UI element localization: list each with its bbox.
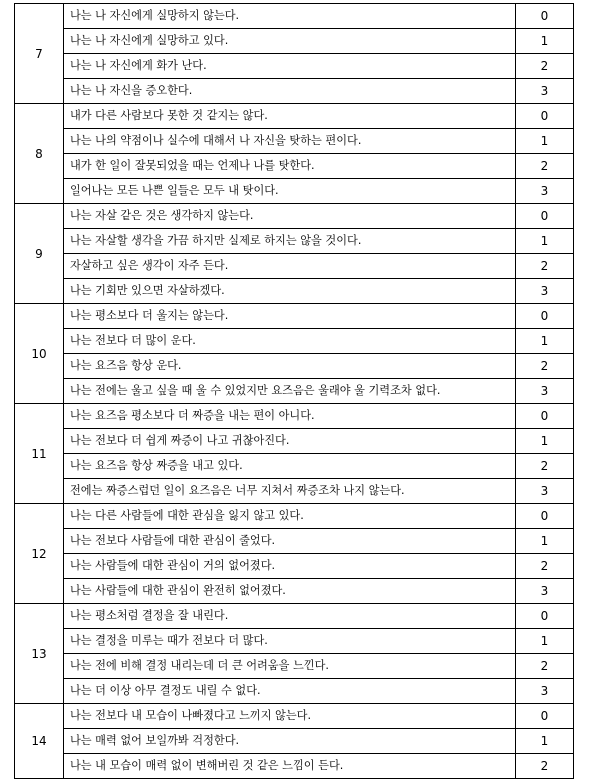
option-text: 나는 전에는 울고 싶을 때 울 수 있었지만 요즈음은 울래야 울 기력조차 없다. xyxy=(64,379,516,404)
option-score: 2 xyxy=(516,454,574,479)
option-score: 3 xyxy=(516,179,574,204)
option-score: 0 xyxy=(516,504,574,529)
table-row xyxy=(15,104,574,129)
option-score: 0 xyxy=(516,204,574,229)
questionnaire-body xyxy=(15,4,574,779)
option-score: 0 xyxy=(516,104,574,129)
option-text: 나는 더 이상 아무 결정도 내릴 수 없다. xyxy=(64,679,516,704)
questionnaire-table xyxy=(14,3,574,779)
table-row xyxy=(15,4,574,29)
table-row xyxy=(15,554,574,579)
option-score: 2 xyxy=(516,754,574,779)
option-text: 나는 요즈음 평소보다 더 짜증을 내는 편이 아니다. xyxy=(64,404,516,429)
option-score: 0 xyxy=(516,704,574,729)
option-score: 3 xyxy=(516,479,574,504)
table-row xyxy=(15,304,574,329)
option-text: 나는 나 자신에게 화가 난다. xyxy=(64,54,516,79)
option-score: 1 xyxy=(516,429,574,454)
option-text: 전에는 짜증스럽던 일이 요즈음은 너무 지쳐서 짜증조차 나지 않는다. xyxy=(64,479,516,504)
item-number: 8 xyxy=(15,104,64,204)
option-score: 2 xyxy=(516,654,574,679)
option-text: 나는 자살할 생각을 가끔 하지만 실제로 하지는 않을 것이다. xyxy=(64,229,516,254)
table-row xyxy=(15,529,574,554)
option-text: 내가 한 일이 잘못되었을 때는 언제나 나를 탓한다. xyxy=(64,154,516,179)
option-text: 나는 나 자신을 증오한다. xyxy=(64,79,516,104)
option-score: 1 xyxy=(516,629,574,654)
option-score: 3 xyxy=(516,379,574,404)
table-row xyxy=(15,604,574,629)
option-text: 나는 결정을 미루는 때가 전보다 더 많다. xyxy=(64,629,516,654)
option-score: 1 xyxy=(516,129,574,154)
option-score: 3 xyxy=(516,579,574,604)
option-text: 나는 기회만 있으면 자살하겠다. xyxy=(64,279,516,304)
option-score: 2 xyxy=(516,254,574,279)
table-row xyxy=(15,279,574,304)
option-text: 나는 나의 약점이나 실수에 대해서 나 자신을 탓하는 편이다. xyxy=(64,129,516,154)
option-score: 2 xyxy=(516,554,574,579)
table-row xyxy=(15,354,574,379)
option-text: 나는 나 자신에게 실망하지 않는다. xyxy=(64,4,516,29)
table-row xyxy=(15,479,574,504)
option-text: 내가 다른 사람보다 못한 것 같지는 않다. xyxy=(64,104,516,129)
option-text: 나는 사람들에 대한 관심이 완전히 없어졌다. xyxy=(64,579,516,604)
option-text: 나는 매력 없어 보일까봐 걱정한다. xyxy=(64,729,516,754)
option-score: 3 xyxy=(516,279,574,304)
option-score: 0 xyxy=(516,4,574,29)
option-text: 나는 사람들에 대한 관심이 거의 없어졌다. xyxy=(64,554,516,579)
option-score: 1 xyxy=(516,329,574,354)
option-text: 나는 전에 비해 결정 내리는데 더 큰 어려움을 느낀다. xyxy=(64,654,516,679)
option-text: 나는 전보다 사람들에 대한 관심이 줄었다. xyxy=(64,529,516,554)
item-number: 11 xyxy=(15,404,64,504)
option-score: 0 xyxy=(516,304,574,329)
option-text: 나는 요즈음 항상 운다. xyxy=(64,354,516,379)
table-row xyxy=(15,404,574,429)
option-text: 나는 전보다 더 쉽게 짜증이 나고 귀찮아진다. xyxy=(64,429,516,454)
table-row xyxy=(15,79,574,104)
item-number: 10 xyxy=(15,304,64,404)
table-row xyxy=(15,29,574,54)
option-text: 나는 다른 사람들에 대한 관심을 잃지 않고 있다. xyxy=(64,504,516,529)
table-row xyxy=(15,629,574,654)
table-row xyxy=(15,504,574,529)
table-row xyxy=(15,729,574,754)
option-score: 2 xyxy=(516,54,574,79)
table-row xyxy=(15,154,574,179)
table-row xyxy=(15,54,574,79)
option-text: 나는 평소처럼 결정을 잘 내린다. xyxy=(64,604,516,629)
table-row xyxy=(15,754,574,779)
table-row xyxy=(15,179,574,204)
table-row xyxy=(15,204,574,229)
option-text: 자살하고 싶은 생각이 자주 든다. xyxy=(64,254,516,279)
table-row xyxy=(15,329,574,354)
option-score: 0 xyxy=(516,404,574,429)
table-row xyxy=(15,379,574,404)
item-number: 13 xyxy=(15,604,64,704)
option-text: 나는 요즈음 항상 짜증을 내고 있다. xyxy=(64,454,516,479)
option-text: 나는 전보다 내 모습이 나빠졌다고 느끼지 않는다. xyxy=(64,704,516,729)
table-row xyxy=(15,654,574,679)
table-row xyxy=(15,454,574,479)
option-score: 3 xyxy=(516,79,574,104)
option-score: 2 xyxy=(516,354,574,379)
table-row xyxy=(15,254,574,279)
item-number: 12 xyxy=(15,504,64,604)
option-text: 나는 자살 같은 것은 생각하지 않는다. xyxy=(64,204,516,229)
table-row xyxy=(15,229,574,254)
option-score: 1 xyxy=(516,29,574,54)
option-text: 나는 나 자신에게 실망하고 있다. xyxy=(64,29,516,54)
item-number: 14 xyxy=(15,704,64,779)
option-text: 나는 내 모습이 매력 없이 변해버린 것 같은 느낌이 든다. xyxy=(64,754,516,779)
table-row xyxy=(15,429,574,454)
option-score: 1 xyxy=(516,229,574,254)
item-number: 9 xyxy=(15,204,64,304)
table-row xyxy=(15,579,574,604)
option-score: 1 xyxy=(516,729,574,754)
item-number: 7 xyxy=(15,4,64,104)
option-score: 1 xyxy=(516,529,574,554)
option-text: 나는 평소보다 더 울지는 않는다. xyxy=(64,304,516,329)
table-row xyxy=(15,129,574,154)
table-row xyxy=(15,704,574,729)
option-score: 2 xyxy=(516,154,574,179)
table-row xyxy=(15,679,574,704)
option-text: 나는 전보다 더 많이 운다. xyxy=(64,329,516,354)
option-score: 0 xyxy=(516,604,574,629)
option-text: 일어나는 모든 나쁜 일들은 모두 내 탓이다. xyxy=(64,179,516,204)
option-score: 3 xyxy=(516,679,574,704)
